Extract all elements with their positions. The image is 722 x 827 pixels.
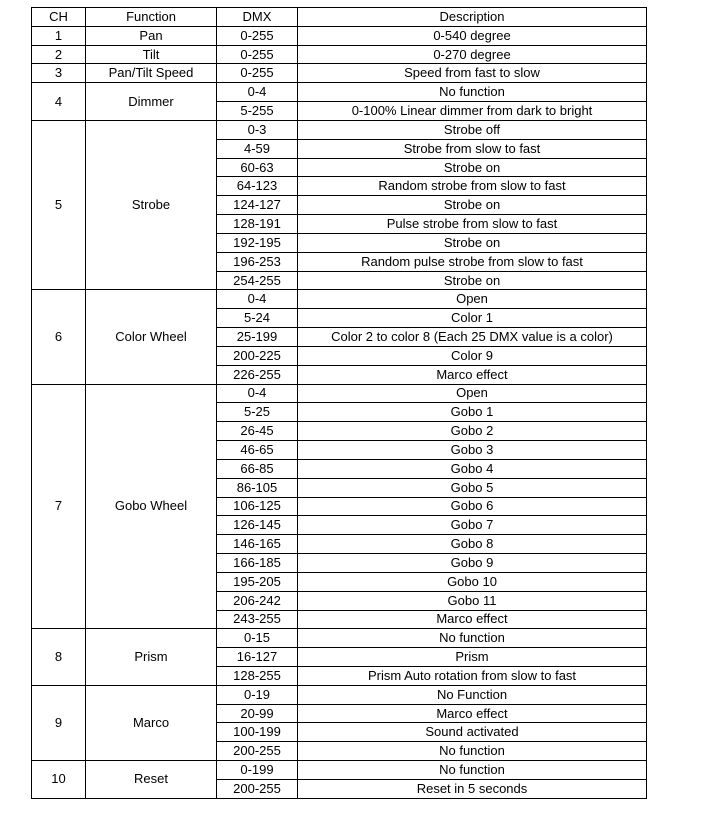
description-cell: Gobo 11 [298, 591, 647, 610]
table-row [32, 629, 647, 648]
dmx-range-cell: 0-255 [217, 26, 298, 45]
description-cell: Gobo 7 [298, 516, 647, 535]
function-cell: Dimmer [86, 83, 217, 121]
channel-number-cell: 7 [32, 384, 86, 629]
channel-number-cell: 8 [32, 629, 86, 685]
dmx-range-cell: 0-255 [217, 64, 298, 83]
header-description: Description [298, 8, 647, 27]
description-cell: No function [298, 629, 647, 648]
table-row [32, 83, 647, 102]
description-cell: No function [298, 742, 647, 761]
dmx-range-cell: 46-65 [217, 441, 298, 460]
dmx-range-cell: 146-165 [217, 535, 298, 554]
dmx-range-cell: 254-255 [217, 271, 298, 290]
table-row [32, 290, 647, 309]
description-cell: Prism Auto rotation from slow to fast [298, 666, 647, 685]
header-dmx: DMX [217, 8, 298, 27]
description-cell: Gobo 4 [298, 459, 647, 478]
dmx-range-cell: 64-123 [217, 177, 298, 196]
description-cell: Marco effect [298, 610, 647, 629]
dmx-range-cell: 86-105 [217, 478, 298, 497]
dmx-range-cell: 0-199 [217, 761, 298, 780]
function-cell: Tilt [86, 45, 217, 64]
dmx-range-cell: 0-3 [217, 120, 298, 139]
description-cell: Strobe on [298, 158, 647, 177]
table-row [32, 64, 647, 83]
channel-number-cell: 3 [32, 64, 86, 83]
dmx-range-cell: 128-255 [217, 666, 298, 685]
dmx-range-cell: 66-85 [217, 459, 298, 478]
channel-number-cell: 2 [32, 45, 86, 64]
channel-number-cell: 10 [32, 761, 86, 799]
dmx-range-cell: 192-195 [217, 233, 298, 252]
dmx-range-cell: 4-59 [217, 139, 298, 158]
description-cell: Pulse strobe from slow to fast [298, 215, 647, 234]
description-cell: Color 2 to color 8 (Each 25 DMX value is a color) [298, 328, 647, 347]
dmx-range-cell: 106-125 [217, 497, 298, 516]
dmx-range-cell: 5-24 [217, 309, 298, 328]
dmx-range-cell: 195-205 [217, 572, 298, 591]
channel-number-cell: 6 [32, 290, 86, 384]
description-cell: Strobe off [298, 120, 647, 139]
dmx-range-cell: 0-19 [217, 685, 298, 704]
dmx-range-cell: 243-255 [217, 610, 298, 629]
dmx-range-cell: 196-253 [217, 252, 298, 271]
description-cell: Gobo 2 [298, 422, 647, 441]
table-row [32, 120, 647, 139]
description-cell: No function [298, 761, 647, 780]
description-cell: Open [298, 384, 647, 403]
description-cell: Gobo 6 [298, 497, 647, 516]
dmx-range-cell: 60-63 [217, 158, 298, 177]
description-cell: Random strobe from slow to fast [298, 177, 647, 196]
dmx-range-cell: 0-4 [217, 83, 298, 102]
description-cell: Speed from fast to slow [298, 64, 647, 83]
channel-number-cell: 1 [32, 26, 86, 45]
table-body [32, 26, 647, 798]
dmx-channel-table [31, 7, 647, 799]
dmx-range-cell: 200-255 [217, 779, 298, 798]
table-row [32, 26, 647, 45]
dmx-range-cell: 16-127 [217, 648, 298, 667]
description-cell: Strobe from slow to fast [298, 139, 647, 158]
description-cell: Color 1 [298, 309, 647, 328]
dmx-range-cell: 5-25 [217, 403, 298, 422]
table-header [32, 8, 647, 27]
description-cell: Gobo 10 [298, 572, 647, 591]
channel-number-cell: 4 [32, 83, 86, 121]
channel-number-cell: 9 [32, 685, 86, 760]
table-row [32, 761, 647, 780]
description-cell: Gobo 8 [298, 535, 647, 554]
dmx-range-cell: 166-185 [217, 554, 298, 573]
dmx-range-cell: 0-4 [217, 290, 298, 309]
function-cell: Marco [86, 685, 217, 760]
dmx-range-cell: 0-4 [217, 384, 298, 403]
dmx-range-cell: 100-199 [217, 723, 298, 742]
dmx-range-cell: 200-255 [217, 742, 298, 761]
header-row [32, 8, 647, 27]
description-cell: Sound activated [298, 723, 647, 742]
dmx-range-cell: 20-99 [217, 704, 298, 723]
description-cell: Strobe on [298, 271, 647, 290]
description-cell: Open [298, 290, 647, 309]
description-cell: Strobe on [298, 233, 647, 252]
table-row [32, 685, 647, 704]
description-cell: Random pulse strobe from slow to fast [298, 252, 647, 271]
table-row [32, 45, 647, 64]
channel-number-cell: 5 [32, 120, 86, 289]
description-cell: 0-540 degree [298, 26, 647, 45]
dmx-range-cell: 25-199 [217, 328, 298, 347]
description-cell: 0-270 degree [298, 45, 647, 64]
dmx-range-cell: 200-225 [217, 346, 298, 365]
dmx-range-cell: 5-255 [217, 102, 298, 121]
dmx-range-cell: 124-127 [217, 196, 298, 215]
function-cell: Color Wheel [86, 290, 217, 384]
function-cell: Pan [86, 26, 217, 45]
header-function: Function [86, 8, 217, 27]
function-cell: Reset [86, 761, 217, 799]
description-cell: Strobe on [298, 196, 647, 215]
function-cell: Strobe [86, 120, 217, 289]
description-cell: Color 9 [298, 346, 647, 365]
dmx-range-cell: 128-191 [217, 215, 298, 234]
description-cell: Gobo 1 [298, 403, 647, 422]
description-cell: 0-100% Linear dimmer from dark to bright [298, 102, 647, 121]
description-cell: Marco effect [298, 365, 647, 384]
description-cell: Prism [298, 648, 647, 667]
dmx-range-cell: 0-255 [217, 45, 298, 64]
function-cell: Pan/Tilt Speed [86, 64, 217, 83]
dmx-range-cell: 226-255 [217, 365, 298, 384]
dmx-range-cell: 126-145 [217, 516, 298, 535]
dmx-range-cell: 206-242 [217, 591, 298, 610]
description-cell: Gobo 5 [298, 478, 647, 497]
dmx-range-cell: 26-45 [217, 422, 298, 441]
dmx-range-cell: 0-15 [217, 629, 298, 648]
description-cell: Marco effect [298, 704, 647, 723]
function-cell: Prism [86, 629, 217, 685]
description-cell: No function [298, 83, 647, 102]
function-cell: Gobo Wheel [86, 384, 217, 629]
table-row [32, 384, 647, 403]
description-cell: Gobo 9 [298, 554, 647, 573]
description-cell: Reset in 5 seconds [298, 779, 647, 798]
description-cell: Gobo 3 [298, 441, 647, 460]
description-cell: No Function [298, 685, 647, 704]
header-ch: CH [32, 8, 86, 27]
